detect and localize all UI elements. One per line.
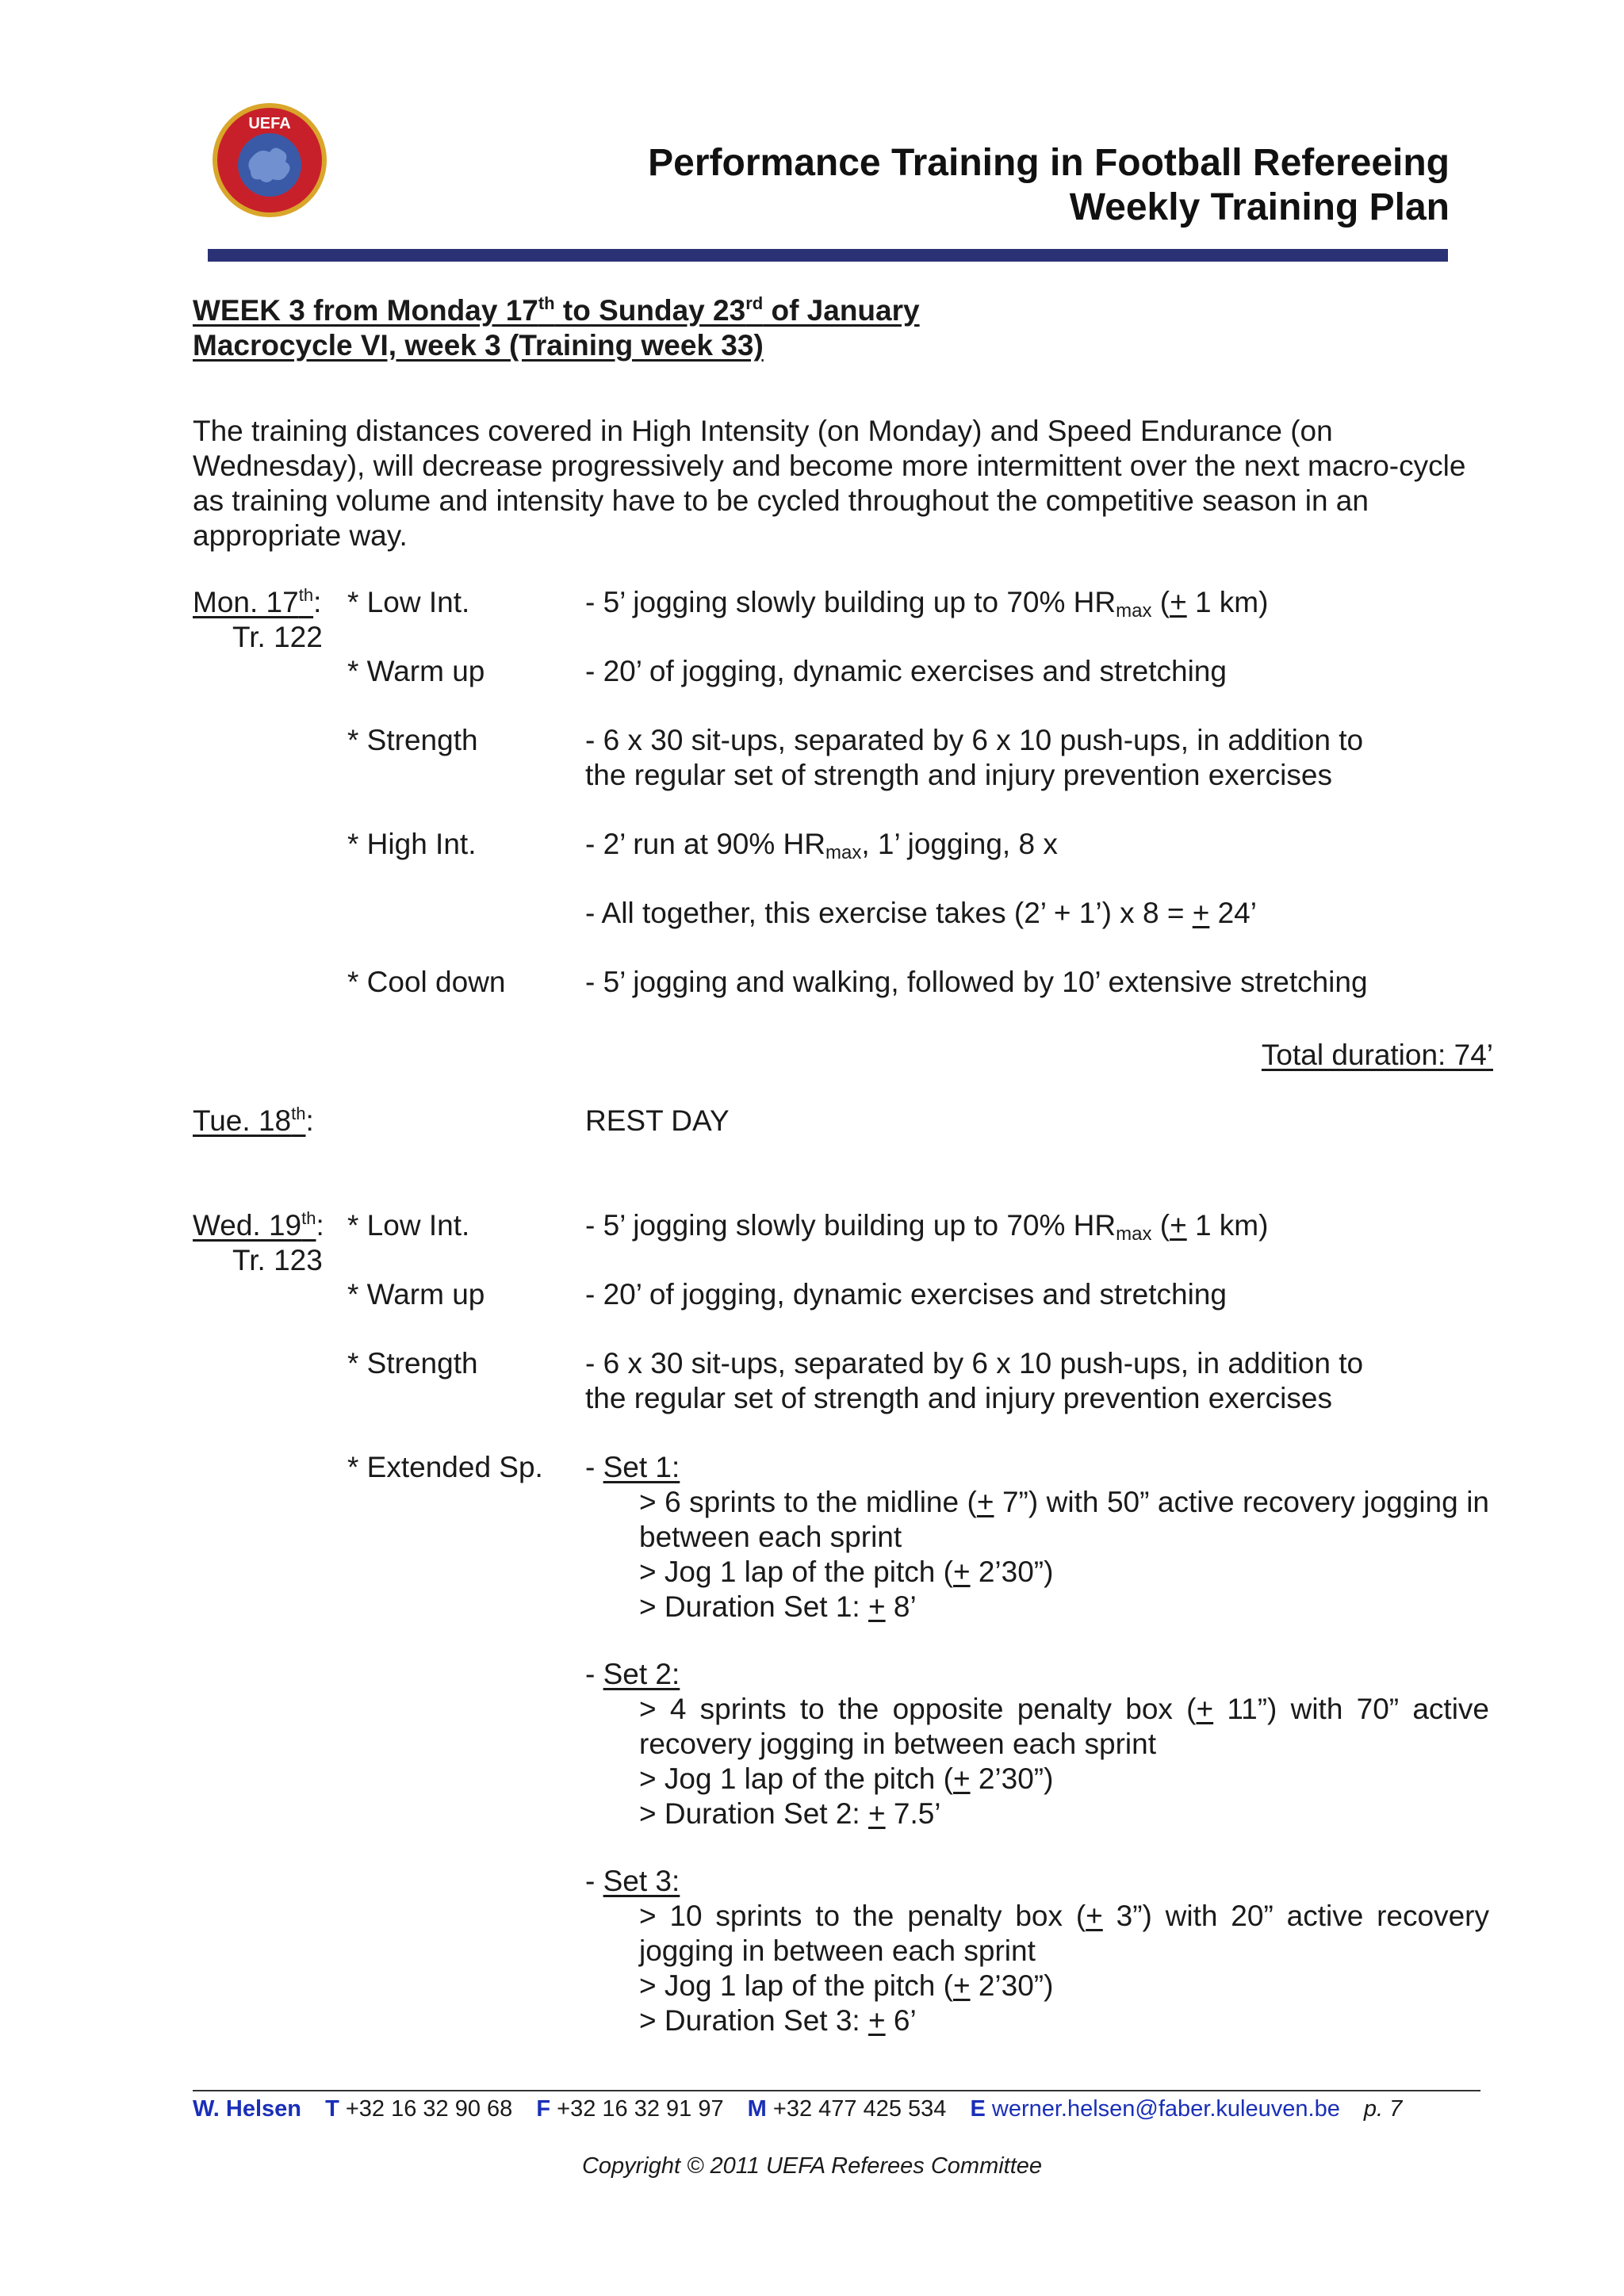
set1-line1: > 6 sprints to the midline (+ 7”) with 50” active recovery jogging in between each sprint — [639, 1486, 1489, 1553]
footer-mobile: +32 477 425 534 — [766, 2096, 947, 2122]
wed-low-int-desc: - 5’ jogging slowly building up to 70% $HR_{max}$ (+ 1 km) — [585, 1209, 1269, 1245]
set1-line2: > Jog 1 lap of the pitch (+ 2’30”) — [639, 1556, 1054, 1588]
set3-line1: > 10 sprints to the penalty box (+ 3”) with 20” active recovery jogging in between each sprint — [639, 1900, 1489, 1967]
mon-cool-down-label: * Cool down — [347, 966, 506, 998]
footer-email-key: E — [970, 2096, 986, 2122]
footer-fax: +32 16 32 91 97 — [550, 2096, 724, 2122]
header-title-line1: Performance Training in Football Refereeing — [648, 142, 1450, 184]
set2-line2: > Jog 1 lap of the pitch (+ 2’30”) — [639, 1762, 1054, 1795]
wednesday-training-number: Tr. 123 — [232, 1244, 323, 1276]
set2-line1: > 4 sprints to the opposite penalty box (+ 11”) with 70” active recovery jogging in between each sprint — [639, 1693, 1489, 1760]
set3-title: - Set 3: — [585, 1865, 680, 1897]
mon-high-int-total: - All together, this exercise takes (2’ + 1’) x 8 = + 24’ — [585, 897, 1257, 929]
wed-warm-up-desc: - 20’ of jogging, dynamic exercises and stretching — [585, 1278, 1227, 1311]
mon-low-int-desc: - 5’ jogging slowly building up to 70% $HR_{max}$ (+ 1 km) — [585, 586, 1269, 622]
wed-strength-label: * Strength — [347, 1347, 478, 1380]
copyright-notice: Copyright © 2011 UEFA Referees Committee — [581, 2153, 1043, 2179]
tuesday-rest-day: REST DAY — [585, 1104, 730, 1137]
svg-text:UEFA: UEFA — [248, 115, 291, 132]
mon-strength-desc: - 6 x 30 sit-ups, separated by 6 x 10 push-ups, in addition to the regular set of strength and injury prevention exercises — [585, 724, 1364, 791]
wed-extended-sp-label: * Extended Sp. — [347, 1451, 543, 1483]
wed-low-int-label: * Low Int. — [347, 1209, 470, 1242]
wed-set1 — [585, 1450, 1489, 1624]
wed-strength-desc: - 6 x 30 sit-ups, separated by 6 x 10 push-ups, in addition to the regular set of strength and injury prevention exercises — [585, 1347, 1364, 1414]
tuesday-label: Tue. 18th: — [193, 1104, 314, 1137]
document-header-title — [648, 141, 1450, 230]
monday-training-number: Tr. 122 — [232, 621, 323, 653]
footer-email-link[interactable]: werner.helsen@faber.kuleuven.be — [985, 2096, 1340, 2122]
footer-contact — [193, 2095, 1402, 2123]
mon-high-int-desc: - 2’ run at 90% $HR_{max}$, 1’ jogging, 8 x — [585, 828, 1058, 863]
mon-low-int-label: * Low Int. — [347, 586, 470, 618]
wed-set2 — [585, 1657, 1489, 1831]
intro-paragraph: The training distances covered in High Intensity (on Monday) and Speed Endurance (on Wednesday), will decrease progressively and become more intermittent over the next macro-cycle as training volume and intensity have to be cycled throughout the competitive season in an appropriate way. — [193, 415, 1466, 552]
set2-title: - Set 2: — [585, 1658, 680, 1690]
header-title-line2: Weekly Training Plan — [1069, 186, 1450, 228]
footer-phone-key: T — [325, 2096, 339, 2122]
week-line1: WEEK 3 from Monday 17th to Sunday 23rd of January — [193, 293, 920, 327]
mon-strength-label: * Strength — [347, 724, 478, 756]
mon-cool-down-desc: - 5’ jogging and walking, followed by 10’ extensive stretching — [585, 966, 1368, 998]
uefa-logo — [211, 101, 328, 219]
page-number: p. 7 — [1363, 2096, 1403, 2122]
set1-title: - Set 1: — [585, 1451, 680, 1483]
footer-fax-key: F — [536, 2096, 551, 2122]
footer-phone: +32 16 32 90 68 — [339, 2096, 513, 2122]
mon-high-int-label: * High Int. — [347, 828, 477, 860]
week-line2: Macrocycle VI, week 3 (Training week 33) — [193, 329, 764, 362]
mon-warm-up-desc: - 20’ of jogging, dynamic exercises and stretching — [585, 655, 1227, 687]
footer-rule — [193, 2090, 1480, 2091]
week-heading — [193, 293, 920, 363]
wed-set3 — [585, 1864, 1489, 2038]
footer-author: W. Helsen — [193, 2096, 301, 2122]
monday-label: Mon. 17th: — [193, 585, 322, 618]
set1-line3: > Duration Set 1: + 8’ — [639, 1590, 917, 1623]
wednesday-label: Wed. 19th: — [193, 1208, 324, 1242]
set3-line2: > Jog 1 lap of the pitch (+ 2’30”) — [639, 1969, 1054, 2002]
mon-warm-up-label: * Warm up — [347, 655, 485, 687]
header-rule — [208, 249, 1448, 262]
monday-total-duration: Total duration: 74’ — [1261, 1039, 1493, 1071]
set2-line3: > Duration Set 2: + 7.5’ — [639, 1797, 941, 1830]
footer-mobile-key: M — [747, 2096, 767, 2122]
set3-line3: > Duration Set 3: + 6’ — [639, 2004, 917, 2037]
wed-warm-up-label: * Warm up — [347, 1278, 485, 1311]
